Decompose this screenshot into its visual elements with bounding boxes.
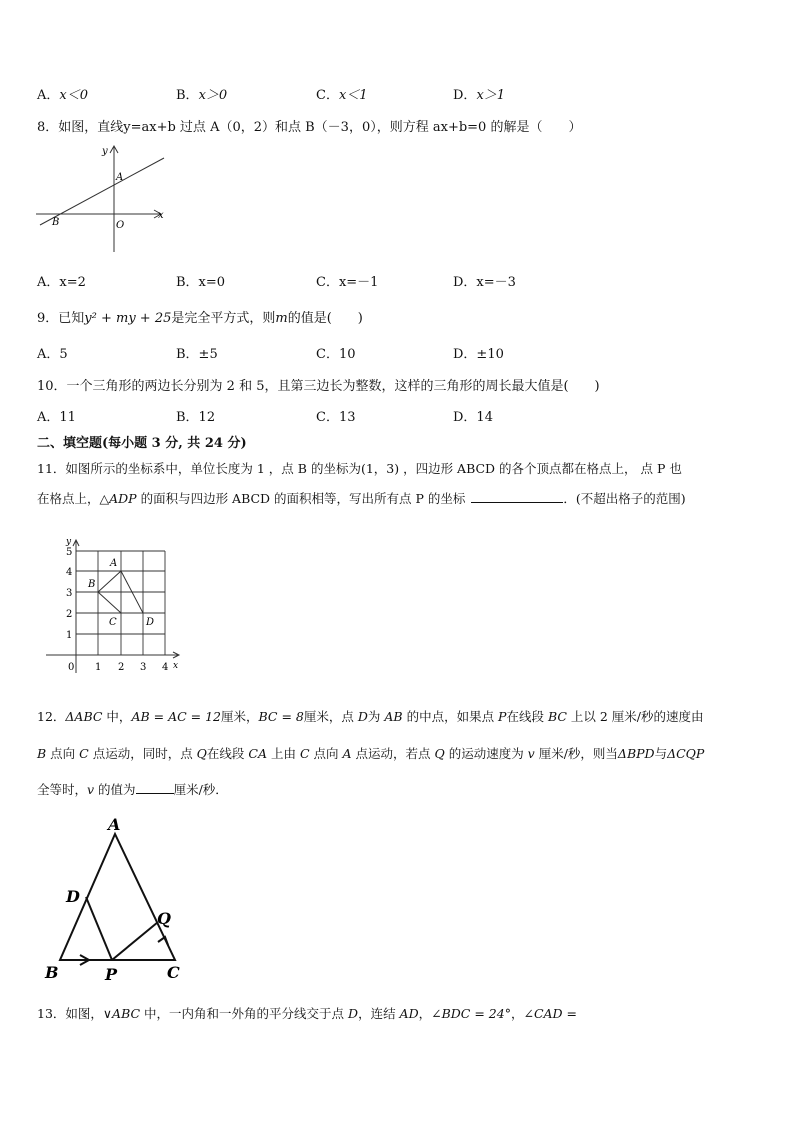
line-y-ax-plus-b — [40, 158, 164, 225]
q9-mid-text: 是完全平方式，则 — [171, 311, 276, 326]
q12-text: 与 — [654, 746, 668, 761]
q8-option-c: C．x=－1 — [316, 275, 379, 290]
point-b-label: B — [52, 217, 60, 228]
q12-text: 厘米，点 — [303, 709, 358, 724]
q9-number: 9．已知 — [37, 311, 85, 326]
section-2-heading: 二、填空题(每小题 3 分, 共 24 分) — [37, 436, 247, 451]
q12-point-d: D — [357, 709, 368, 724]
q10-question-text: 10．一个三角形的两边长分别为 2 和 5，且第三边长为整数，这样的三角形的周长最大值是( ) — [37, 379, 600, 394]
x-tick-2: 2 — [118, 662, 125, 673]
q12-point-a: A — [342, 746, 352, 761]
point-a-label: A — [116, 172, 124, 183]
q12-text: 厘米/秒． — [173, 782, 228, 797]
q10-option-b: B．12 — [176, 410, 216, 425]
q7-option-b — [176, 84, 227, 103]
q12-text: 的运动速度为 — [444, 746, 528, 761]
point-c-label: C — [109, 617, 117, 628]
x-axis-label: x — [158, 210, 164, 221]
q13-question — [37, 1004, 577, 1022]
q12-speed-v: v — [527, 746, 535, 761]
q12-text: 点向 — [309, 746, 343, 761]
q8-option-d: D．x=－3 — [453, 275, 516, 290]
point-a-label: A — [110, 558, 118, 569]
q12-point-c: C — [299, 746, 310, 761]
x-tick-4: 4 — [162, 662, 169, 673]
y-tick-5: 5 — [66, 547, 73, 558]
q12-text: 在线段 — [506, 709, 548, 724]
y-tick-1: 1 — [66, 630, 73, 641]
y-axis-label: y — [102, 146, 108, 157]
option-letter: C． — [316, 88, 339, 103]
y-tick-3: 3 — [66, 588, 73, 599]
q12-text: 在线段 — [206, 746, 249, 761]
point-d-label: D — [146, 617, 155, 628]
q12-point-c: C — [79, 746, 89, 761]
q12-triangle-cqp: ΔCQP — [667, 746, 705, 761]
q13-segment-ad: AD — [399, 1006, 419, 1021]
q9-variable: m — [275, 311, 288, 326]
q12-triangle-bpd: ΔBPD — [617, 746, 655, 761]
q11-text-d: ．(不超出格子的范围) — [563, 491, 686, 506]
option-letter: A． — [37, 88, 60, 103]
q9-option-d: D．±10 — [453, 347, 504, 362]
q12-text: 为 — [367, 709, 385, 724]
q13-text: 中，一内角和一外角的平分线交于点 — [140, 1006, 349, 1021]
x-tick-3: 3 — [140, 662, 147, 673]
q11-line-1: 11．如图所示的坐标系中，单位长度为 1 ，点 B 的坐标为(1，3) ，四边形 ABCD 的各个顶点都在格点上， 点 P 也 — [37, 461, 682, 476]
q12-text: 中， — [102, 709, 132, 724]
q8-option-a: A．x=2 — [37, 275, 86, 290]
q13-point-d: D — [348, 1006, 359, 1021]
vertex-a-label: A — [108, 815, 121, 834]
origin-label: O — [116, 220, 125, 231]
q12-point-q: Q — [434, 746, 445, 761]
option-expr: x＜0 — [59, 88, 88, 103]
point-p-label: P — [105, 965, 118, 984]
option-expr: x＞1 — [476, 88, 506, 103]
q11-text-c: 的面积与四边形 ABCD 的面积相等，写出所有点 P 的坐标 — [136, 491, 466, 506]
q7-option-c — [316, 84, 368, 103]
q12-segment-ca: CA — [248, 746, 267, 761]
q12-ab-ac: AB = AC = 12 — [131, 709, 221, 724]
q11-grid-figure — [46, 536, 186, 676]
vertex-c-label: C — [167, 963, 180, 982]
q13-text: 13．如图， — [37, 1006, 103, 1021]
q12-text: 厘米， — [221, 709, 259, 724]
q12-line-1 — [37, 707, 704, 725]
q12-text: 点运动，若点 — [351, 746, 435, 761]
q12-segment-ab: AB — [384, 709, 403, 724]
q12-line-3 — [37, 780, 228, 798]
q7-option-a — [37, 84, 88, 103]
q11-text-a: 在格点上，△ — [37, 491, 110, 506]
arrow-on-ca — [158, 937, 168, 945]
q12-triangle-abc: ΔABC — [65, 709, 103, 724]
q12-text: 的中点，如果点 — [402, 709, 499, 724]
point-d-label: D — [66, 887, 80, 906]
q12-text: 厘米/秒，则当 — [534, 746, 618, 761]
q8-line-graph — [32, 142, 172, 254]
q12-text: 上由 — [267, 746, 300, 761]
q13-text: ， — [510, 1006, 524, 1021]
q12-text: 的值为 — [94, 782, 136, 797]
option-expr: x＜1 — [338, 88, 368, 103]
q13-text: ， — [418, 1006, 432, 1021]
q13-triangle-abc: ∨ABC — [102, 1006, 141, 1021]
origin-label: 0 — [68, 662, 75, 673]
q8-option-b: B．x=0 — [176, 275, 226, 290]
q12-point-p: P — [498, 709, 507, 724]
point-q-label: Q — [157, 909, 171, 928]
q13-text: ，连结 — [358, 1006, 400, 1021]
q9-question — [37, 307, 363, 326]
q9-option-b: B．±5 — [176, 347, 218, 362]
q12-point-b: B — [37, 746, 47, 761]
q9-option-c: C．10 — [316, 347, 356, 362]
q11-line-2 — [37, 489, 686, 507]
q12-text: 点向 — [46, 746, 80, 761]
q12-text: 全等时， — [37, 782, 88, 797]
q13-angle-cad: ∠CAD = — [523, 1006, 578, 1021]
q10-option-d: D．14 — [453, 410, 493, 425]
segment-pq — [112, 922, 158, 960]
q11-triangle-adp: ADP — [109, 491, 137, 506]
q12-segment-bc: BC — [547, 709, 567, 724]
q12-number: 12． — [37, 709, 66, 724]
vertex-b-label: B — [45, 963, 59, 982]
q12-bc: BC = 8 — [258, 709, 304, 724]
q13-angle-bdc: ∠BDC = 24° — [431, 1006, 511, 1021]
y-tick-2: 2 — [66, 609, 73, 620]
point-b-label: B — [88, 579, 96, 590]
q12-point-q: Q — [196, 746, 207, 761]
option-letter: D． — [453, 88, 477, 103]
q11-answer-blank[interactable] — [471, 502, 563, 503]
q12-text: 上以 2 厘米/秒的速度由 — [566, 709, 704, 724]
q12-answer-blank[interactable] — [136, 793, 174, 794]
q9-expression: y² + my + 25 — [84, 311, 172, 326]
q12-text: 点运动，同时，点 — [88, 746, 197, 761]
y-axis-label: y — [66, 537, 72, 547]
q12-triangle-figure — [40, 812, 200, 987]
option-expr: x＞0 — [198, 88, 228, 103]
q10-option-c: C．13 — [316, 410, 356, 425]
q9-option-a: A．5 — [37, 347, 68, 362]
q10-option-a: A．11 — [37, 410, 76, 425]
q12-line-2 — [37, 744, 704, 762]
q9-end-text: 的值是( ) — [287, 311, 363, 326]
x-tick-1: 1 — [95, 662, 102, 673]
y-tick-4: 4 — [66, 567, 73, 578]
q12-speed-v: v — [87, 782, 95, 797]
q7-option-d — [453, 84, 505, 103]
x-axis-label: x — [173, 661, 179, 671]
q8-question-text: 8．如图，直线y=ax+b 过点 A（0，2）和点 B（－3，0），则方程 ax+b=0 的解是（ ） — [37, 120, 582, 135]
segment-dp — [86, 897, 112, 960]
option-letter: B． — [176, 88, 199, 103]
